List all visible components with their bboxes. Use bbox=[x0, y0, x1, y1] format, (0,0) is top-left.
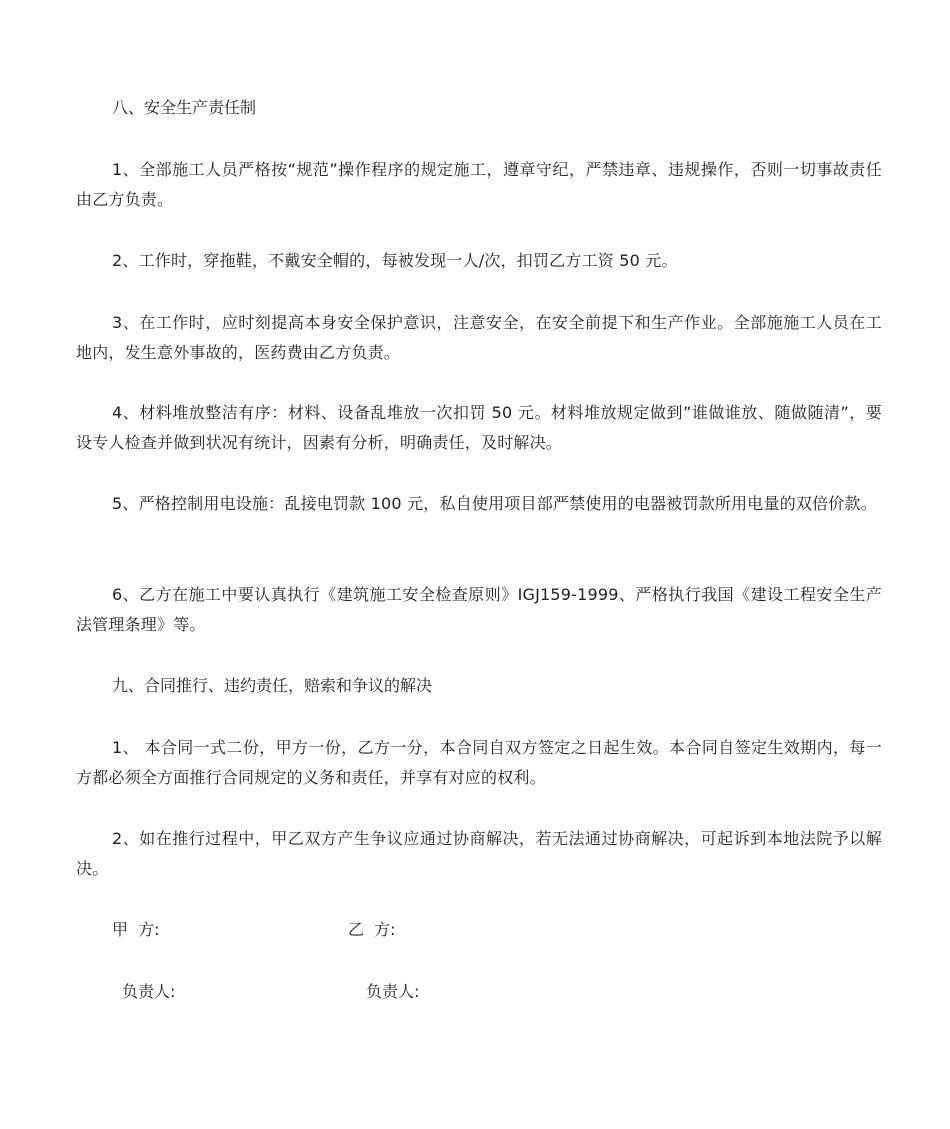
section-8-item-5: 5、严格控制用电设施：乱接电罚款 100 元，私自使用项目部严禁使用的电器被罚款所用电量的双倍价款。 bbox=[112, 494, 877, 513]
section-9-item-1: 1、 本合同一式二份，甲方一份，乙方一分，本合同自双方签定之日起生效。本合同自签定生效期内，每一方都必须全方面推行合同规定的义务和责任，并享有对应的权利。 bbox=[76, 738, 882, 787]
section-9-heading: 九、合同推行、违约责任，赔索和争议的解决 bbox=[112, 676, 433, 695]
party-b-person-label: 负责人: bbox=[366, 982, 420, 1001]
section-8-item-4: 4、材料堆放整洁有序：材料、设备乱堆放一次扣罚 50 元。材料堆放规定做到”谁做谁放、随做随清”，要设专人检查并做到状况有统计，因素有分析，明确责任，及时解决。 bbox=[76, 403, 882, 452]
section-8-item-1: 1、全部施工人员严格按“规范”操作程序的规定施工，遵章守纪，严禁违章、违规操作，否则一切事故责任由乙方负责。 bbox=[76, 160, 882, 209]
party-a-label: 甲 方: bbox=[112, 920, 160, 939]
section-8-item-6: 6、乙方在施工中要认真执行《建筑施工安全检查原则》IGJ159-1999、严格执行我国《建设工程安全生产法管理条理》等。 bbox=[76, 585, 882, 634]
section-8-heading: 八、安全生产责任制 bbox=[112, 98, 257, 117]
section-9-item-2: 2、如在推行过程中，甲乙双方产生争议应通过协商解决，若无法通过协商解决，可起诉到本地法院予以解决。 bbox=[76, 829, 882, 878]
party-b-label: 乙 方: bbox=[348, 920, 396, 939]
section-8-item-3: 3、在工作时，应时刻提高本身安全保护意识，注意安全，在安全前提下和生产作业。全部施施工人员在工地内，发生意外事故的，医药费由乙方负责。 bbox=[76, 313, 882, 362]
party-a-person-label: 负责人: bbox=[122, 982, 176, 1001]
section-8-item-2: 2、工作时，穿拖鞋，不戴安全帽的，每被发现一人/次，扣罚乙方工资 50 元。 bbox=[112, 251, 678, 270]
